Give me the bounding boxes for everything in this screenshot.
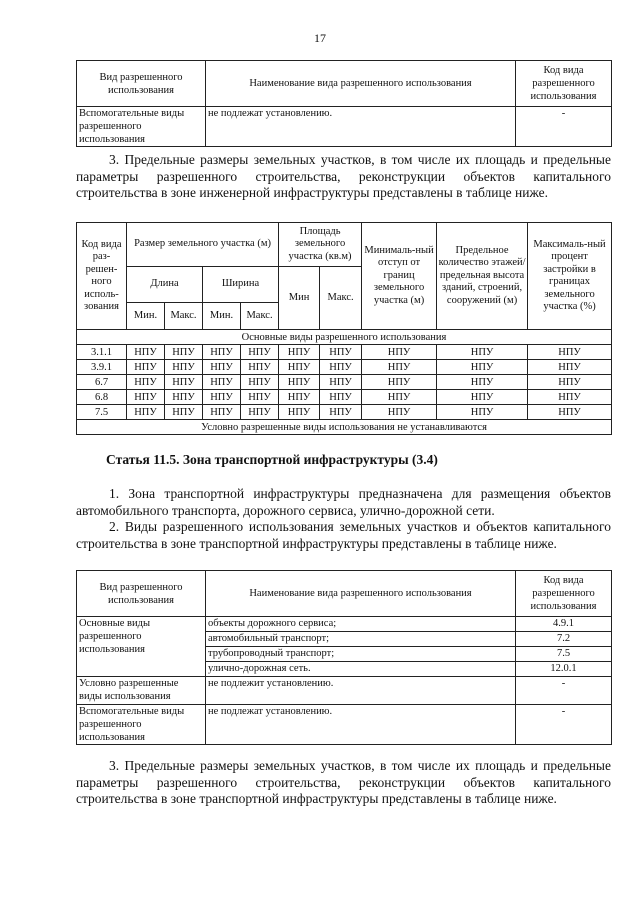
cell: НПУ xyxy=(362,345,437,360)
cell: НПУ xyxy=(165,405,203,420)
cell: НПУ xyxy=(203,390,241,405)
header-area-max: Макс. xyxy=(320,267,362,330)
cell-code: 4.9.1 xyxy=(516,617,612,632)
cell: НПУ xyxy=(127,405,165,420)
table-permitted-uses-transport xyxy=(76,570,612,745)
cell: НПУ xyxy=(127,360,165,375)
cell: НПУ xyxy=(165,390,203,405)
cell: НПУ xyxy=(279,375,320,390)
cell: НПУ xyxy=(165,360,203,375)
cell: НПУ xyxy=(127,345,165,360)
cell: НПУ xyxy=(241,375,279,390)
header-use-type: Вид разрешенного использования xyxy=(77,61,206,107)
cell: НПУ xyxy=(241,405,279,420)
table-plot-limits xyxy=(76,222,612,435)
header-use-name: Наименование вида разрешенного использования xyxy=(206,61,516,107)
cell: НПУ xyxy=(320,345,362,360)
header-max-percent: Максималь-ный процент застройки в границах земельного участка (%) xyxy=(528,223,612,330)
header-area: Площадь земельного участка (кв.м) xyxy=(279,223,362,267)
cell-code: 7.5 xyxy=(516,647,612,662)
header-plot-size: Размер земельного участка (м) xyxy=(127,223,279,267)
cell: НПУ xyxy=(165,375,203,390)
cell: НПУ xyxy=(528,375,612,390)
header-use-type: Вид разрешенного использования xyxy=(77,571,206,617)
cell-aux-type: Вспомогательные виды разрешенного использования xyxy=(77,705,206,745)
cell: НПУ xyxy=(528,390,612,405)
header-floors-height: Предельное количество этажей/ предельная высота зданий, строений, сооружений (м) xyxy=(437,223,528,330)
paragraph-limits-engineering: 3. Предельные размеры земельных участков, в том числе их площадь и предельные параметры разрешенного строительства, реконструкции объектов капитального строительства в зоне инженерной инфраструктуры представлены в таблице ниже. xyxy=(76,152,611,200)
header-use-code: Код вида разрешенного использования xyxy=(516,571,612,617)
section-conditional-uses: Условно разрешенные виды использования не устанавливаются xyxy=(77,420,612,435)
cell: НПУ xyxy=(362,390,437,405)
header-code: Код вида раз-решен-ного исполь-зования xyxy=(77,223,127,330)
article-heading: Статья 11.5. Зона транспортной инфраструктуры (3.4) xyxy=(106,452,438,467)
row-code: 3.9.1 xyxy=(77,360,127,375)
cell: НПУ xyxy=(241,390,279,405)
table-row xyxy=(77,360,612,375)
paragraph-permitted-uses: 2. Виды разрешенного использования земельных участков и объектов капитального строительства в зоне транспортной инфраструктуры представлены в таблице ниже. xyxy=(76,519,611,551)
header-use-code: Код вида разрешенного использования xyxy=(516,61,612,107)
header-width-max: Макс. xyxy=(241,303,279,330)
cell-type: Вспомогательные виды разрешенного использования xyxy=(77,107,206,147)
header-length-min: Мин. xyxy=(127,303,165,330)
table-row xyxy=(77,705,612,745)
table-row xyxy=(77,677,612,705)
row-code: 3.1.1 xyxy=(77,345,127,360)
header-use-name: Наименование вида разрешенного использования xyxy=(206,571,516,617)
table-row xyxy=(77,617,612,632)
header-width-min: Мин. xyxy=(203,303,241,330)
header-width: Ширина xyxy=(203,267,279,303)
cell: НПУ xyxy=(203,405,241,420)
cell: НПУ xyxy=(528,345,612,360)
cell-cond-type: Условно разрешенные виды использования xyxy=(77,677,206,705)
cell-name: объекты дорожного сервиса; xyxy=(206,617,516,632)
cell-cond-name: не подлежит установлению. xyxy=(206,677,516,705)
row-code: 6.8 xyxy=(77,390,127,405)
cell: НПУ xyxy=(362,375,437,390)
header-min-indent: Минималь-ный отступ от границ земельного участка (м) xyxy=(362,223,437,330)
row-code: 7.5 xyxy=(77,405,127,420)
cell-name: не подлежат установлению. xyxy=(206,107,516,147)
cell: НПУ xyxy=(437,345,528,360)
cell: НПУ xyxy=(203,360,241,375)
header-length: Длина xyxy=(127,267,203,303)
cell: НПУ xyxy=(279,405,320,420)
cell: НПУ xyxy=(320,390,362,405)
cell-code: 7.2 xyxy=(516,632,612,647)
cell: НПУ xyxy=(320,405,362,420)
paragraph-zone-purpose: 1. Зона транспортной инфраструктуры предназначена для размещения объектов автомобильного транспорта, дорожного сервиса, улично-дорожной сети. xyxy=(76,486,611,518)
cell: НПУ xyxy=(528,405,612,420)
table-row xyxy=(77,375,612,390)
table-row xyxy=(77,390,612,405)
cell: НПУ xyxy=(320,360,362,375)
page-number: 17 xyxy=(314,31,326,45)
cell: НПУ xyxy=(279,360,320,375)
cell-code: - xyxy=(516,107,612,147)
cell: НПУ xyxy=(203,345,241,360)
cell: НПУ xyxy=(437,405,528,420)
table-permitted-uses-engineering xyxy=(76,60,612,147)
cell: НПУ xyxy=(279,390,320,405)
cell: НПУ xyxy=(127,375,165,390)
cell-code: 12.0.1 xyxy=(516,662,612,677)
cell: НПУ xyxy=(320,375,362,390)
cell: НПУ xyxy=(165,345,203,360)
section-main-uses: Основные виды разрешенного использования xyxy=(77,330,612,345)
cell: НПУ xyxy=(362,360,437,375)
cell: НПУ xyxy=(362,405,437,420)
cell-name: автомобильный транспорт; xyxy=(206,632,516,647)
cell: НПУ xyxy=(241,345,279,360)
cell: НПУ xyxy=(127,390,165,405)
row-code: 6.7 xyxy=(77,375,127,390)
cell-aux-code: - xyxy=(516,705,612,745)
header-area-min: Мин xyxy=(279,267,320,330)
cell-cond-code: - xyxy=(516,677,612,705)
cell-aux-name: не подлежат установлению. xyxy=(206,705,516,745)
cell: НПУ xyxy=(437,360,528,375)
cell: НПУ xyxy=(279,345,320,360)
cell: НПУ xyxy=(528,360,612,375)
cell-main-type: Основные виды разрешенного использования xyxy=(77,617,206,677)
cell: НПУ xyxy=(203,375,241,390)
cell-name: трубопроводный транспорт; xyxy=(206,647,516,662)
cell: НПУ xyxy=(241,360,279,375)
cell-name: улично-дорожная сеть. xyxy=(206,662,516,677)
cell: НПУ xyxy=(437,375,528,390)
table-row xyxy=(77,405,612,420)
header-length-max: Макс. xyxy=(165,303,203,330)
cell: НПУ xyxy=(437,390,528,405)
table-row xyxy=(77,345,612,360)
paragraph-limits-transport: 3. Предельные размеры земельных участков, в том числе их площадь и предельные параметры разрешенного строительства, реконструкции объектов капитального строительства в зоне транспортной инфраструктуры представлены в таблице ниже. xyxy=(76,758,611,806)
